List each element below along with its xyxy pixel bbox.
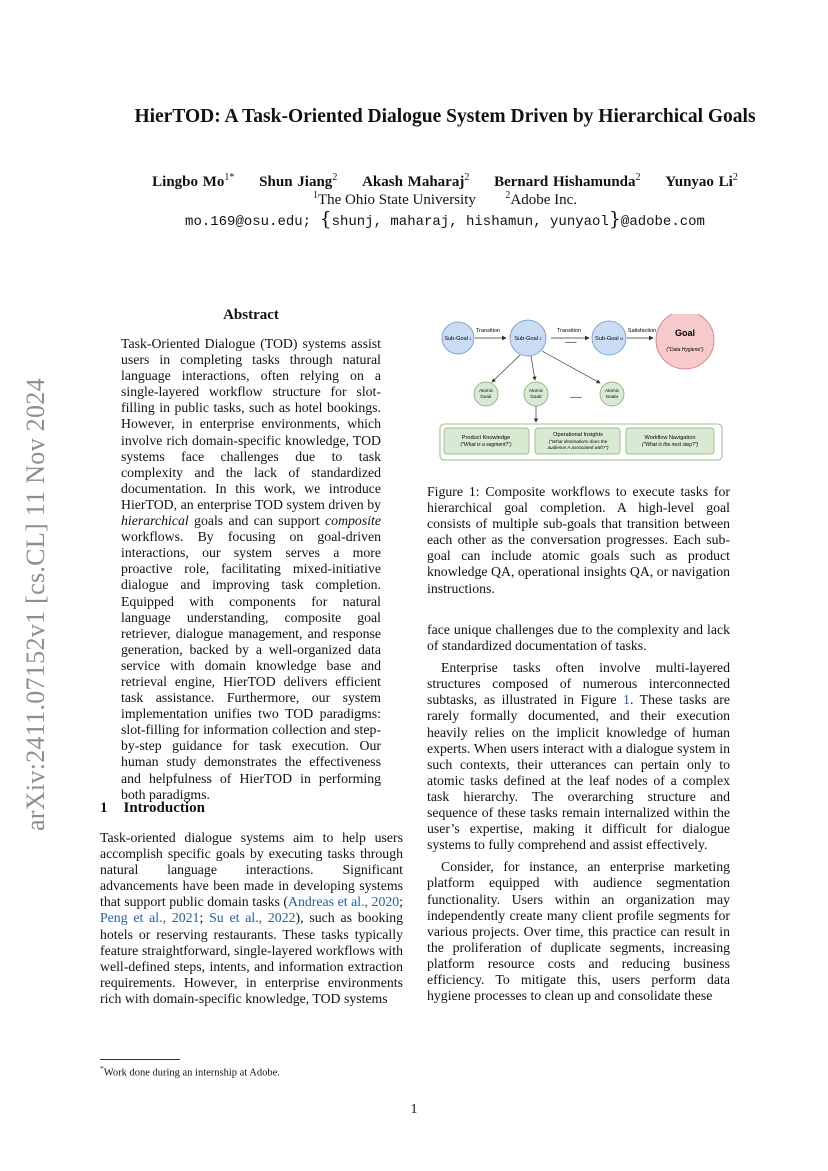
figure-reference-link[interactable]: 1 [623, 692, 630, 708]
ellipsis: ...... [565, 338, 577, 345]
arxiv-identifier: arXiv:2411.07152v1 [cs.CL] 11 Nov 2024 [21, 378, 50, 832]
goal-example: ("Data Hygiene") [666, 347, 704, 353]
paper-title: HierTOD: A Task-Oriented Dialogue System Driven by Hierarchical Goals [134, 106, 756, 127]
author: Lingbo $Mo^{1*}$ [152, 172, 235, 190]
svg-text:Sub-Goal 2: Sub-Goal 2 [514, 336, 542, 342]
footnote-rule [100, 1059, 180, 1060]
satisfaction-label: Satisfaction [627, 328, 657, 334]
section-heading: 1 Introduction [100, 800, 205, 816]
citation-link[interactable]: Peng et al., 2021 [100, 910, 200, 926]
right-column-text [427, 622, 730, 1004]
author: Shun Jiang$^2$ [259, 172, 338, 190]
footnote: *Work done during an internship at Adobe. [100, 1064, 280, 1079]
workflow-navigation-box [626, 428, 714, 454]
svg-text:Sub-Goal N: Sub-Goal N [595, 336, 623, 342]
svg-text:("What is a segment?"): ("What is a segment?") [460, 442, 512, 448]
svg-text:("What destinations does the: ("What destinations does the [548, 439, 608, 444]
svg-text:audience A associated with?"): audience A associated with?") [547, 445, 609, 450]
author-list [60, 172, 828, 191]
svg-text:......: ...... [570, 393, 582, 400]
citation-link[interactable]: Andreas et al., 2020 [288, 894, 400, 910]
svg-text:Operational Insights: Operational Insights [553, 432, 603, 438]
transition-label: Transition [557, 328, 581, 334]
svg-text:("What is the next step?"): ("What is the next step?") [641, 442, 699, 448]
product-knowledge-box [444, 428, 529, 454]
svg-text:Workflow Navigation: Workflow Navigation [644, 435, 696, 441]
author: Bernard Hishamunda$^2$ [494, 172, 641, 190]
svg-text:Product Knowledge: Product Knowledge [461, 435, 511, 441]
svg-text:Atomic: Atomic [478, 388, 494, 393]
goal-node [656, 314, 714, 369]
figure-caption: Figure 1: Composite workflows to execute tasks for hierarchical goal completion. A high-level goal consists of multiple sub-goals that transition between each other as the conversation progresses. Each sub-goal can include atomic goals such as product knowledge QA, operational insights QA, or navigation instructions. [427, 484, 730, 596]
paragraph: Enterprise tasks often involve multi-layered structures composed of numerous interconnected subtasks, as illustrated in Figure 1. These tasks are rarely formally documented, and their execution heavily relies on the implicit knowledge of human experts. When users interact with a dialogue system in such contexts, their utterances can pertain only to atomic tasks defined at the leaf nodes of a complex task hierarchy. The overarching structure and sequence of these tasks remain internalized within the user’s expertise, making it difficult for dialogue systems to fully comprehend and assist effectively. [427, 660, 730, 853]
affiliations: $^1$The Ohio State University $^2$Adobe Inc. [312, 190, 578, 208]
svg-text:Goal1: Goal1 [480, 394, 492, 399]
author: Akash Maharaj$^2$ [362, 172, 470, 190]
svg-text:Goal2: Goal2 [530, 394, 542, 399]
introduction-text: Task-oriented dialogue systems aim to help users accomplish specific goals by executing tasks through natural language interactions. Significant advancements have been made in developing systems that support public domain tasks (Andreas et al., 2020; Peng et al., 2021; Su et al., 2022), such as booking hotels or reserving restaurants. These tasks typically feature straightforward, single-layered workflows with well-defined steps, intents, and information extraction requirements. However, in enterprise environments rich with domain-specific knowledge, TOD systems [100, 830, 403, 1006]
author: Yunyao Li$^2$ [665, 172, 738, 190]
citation-link[interactable]: Su et al., 2022 [209, 910, 296, 926]
author-emails: mo.169@osu.edu; {shunj, maharaj, hishamun, yunyaol}@adobe.com [185, 208, 705, 230]
svg-text:Atomic: Atomic [604, 388, 620, 393]
figure-1-diagram [430, 314, 730, 464]
abstract-text: Task-Oriented Dialogue (TOD) systems assist users in completing tasks through natural language interactions, often relying on a single-layered workflow structure for slot-filling in public tasks, such as hotel bookings. However, in enterprise environments, which involve rich domain-specific knowledge, TOD systems face challenges due to task complexity and the lack of standardized documentation. In this work, we introduce HierTOD, an enterprise TOD system driven by hierarchical goals and can support composite workflows. By focusing on goal-driven interactions, our system serves a more proactive role, facilitating mixed-initiative dialogue and improving task completion. Equipped with components for natural language understanding, composite goal retriever, dialogue management, and response generation, backed by a well-organized data service with domain knowledge base and retrieval engine, HierTOD delivers efficient task assistance. Furthermore, our system implementation unifies two TOD paradigms: slot-filling for information collection and step-by-step guidance for task execution. Our human study demonstrates the effectiveness and helpfulness of HierTOD in performing both paradigms. [121, 336, 381, 802]
paragraph: face unique challenges due to the complexity and lack of standardized documentation of tasks. [427, 622, 730, 654]
abstract-heading: Abstract [223, 307, 279, 323]
svg-text:Atomic: Atomic [528, 388, 544, 393]
goal-label: Goal [674, 328, 696, 338]
transition-label: Transition [476, 328, 500, 334]
svg-text:Sub-Goal 1: Sub-Goal 1 [444, 336, 472, 342]
paragraph: Consider, for instance, an enterprise marketing platform equipped with audience segmentation functionality. Users within an organization may independently create many client profile segments for various projects. Over time, this practice can result in the proliferation of duplicate segments, increasing platform resource costs and reducing business efficiency. To mitigate this, users perform data hygiene processes to clean up and consolidate these [427, 859, 730, 1004]
svg-text:GoalM: GoalM [605, 394, 619, 399]
page-number: 1 [410, 1102, 418, 1117]
